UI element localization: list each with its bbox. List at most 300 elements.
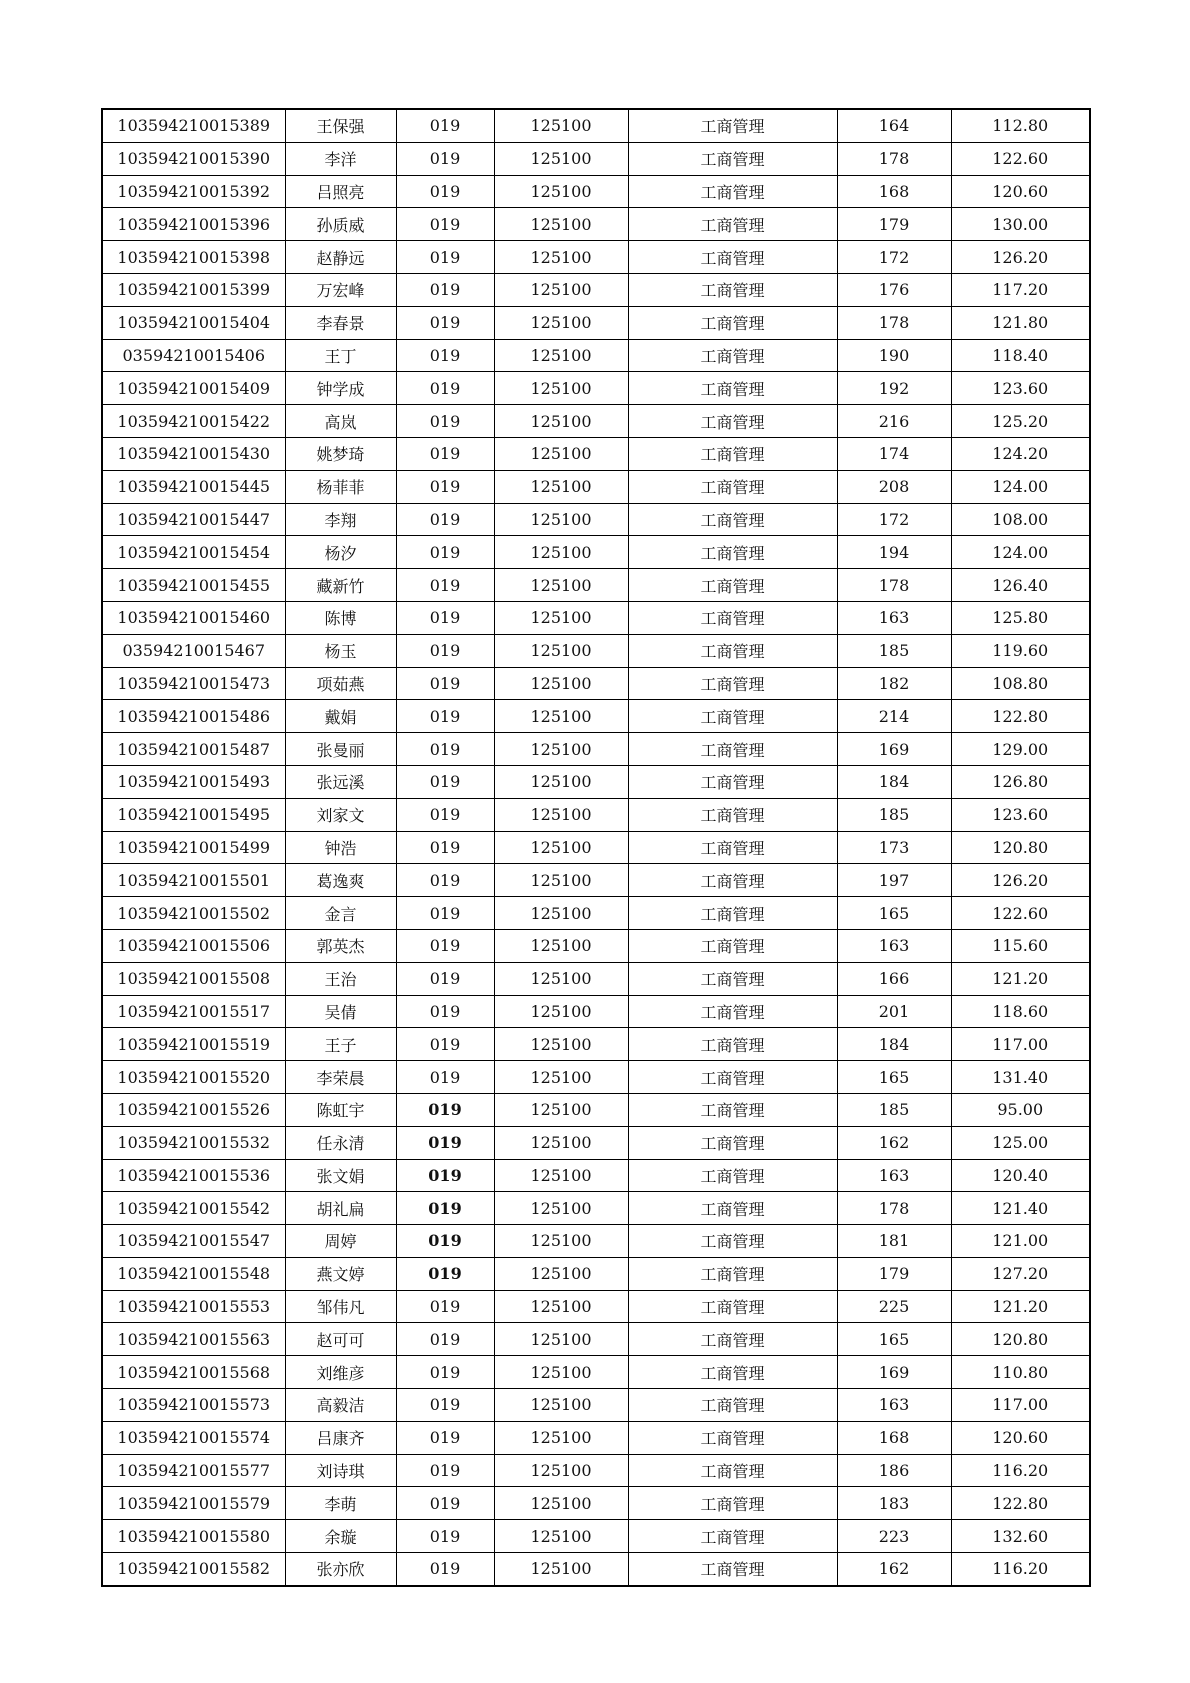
cell-exam-id: 103594210015536 <box>102 1159 285 1192</box>
cell-score-total: 163 <box>837 1159 951 1192</box>
cell-unit-code: 019 <box>396 1225 494 1258</box>
cell-exam-id: 103594210015487 <box>102 733 285 766</box>
cell-major-name: 工商管理 <box>628 798 837 831</box>
cell-score-second: 121.80 <box>951 306 1090 339</box>
cell-score-total: 165 <box>837 1323 951 1356</box>
cell-exam-id: 103594210015495 <box>102 798 285 831</box>
cell-score-total: 169 <box>837 1356 951 1389</box>
cell-major-name: 工商管理 <box>628 1225 837 1258</box>
cell-score-second: 126.20 <box>951 241 1090 274</box>
cell-name: 吴倩 <box>285 995 396 1028</box>
cell-unit-code: 019 <box>396 1421 494 1454</box>
cell-major-name: 工商管理 <box>628 1290 837 1323</box>
cell-unit-code: 019 <box>396 1028 494 1061</box>
cell-major-code: 125100 <box>494 634 628 667</box>
cell-score-second: 124.20 <box>951 437 1090 470</box>
cell-unit-code: 019 <box>396 1553 494 1586</box>
cell-name: 任永清 <box>285 1126 396 1159</box>
cell-score-second: 125.80 <box>951 601 1090 634</box>
cell-score-second: 122.80 <box>951 700 1090 733</box>
cell-major-code: 125100 <box>494 1421 628 1454</box>
cell-exam-id: 103594210015390 <box>102 142 285 175</box>
table-row <box>102 273 1090 306</box>
cell-major-name: 工商管理 <box>628 405 837 438</box>
cell-exam-id: 103594210015542 <box>102 1192 285 1225</box>
cell-score-second: 116.20 <box>951 1454 1090 1487</box>
cell-major-name: 工商管理 <box>628 667 837 700</box>
cell-unit-code: 019 <box>396 1323 494 1356</box>
cell-exam-id: 103594210015409 <box>102 372 285 405</box>
cell-unit-code: 019 <box>396 1126 494 1159</box>
cell-score-second: 120.80 <box>951 831 1090 864</box>
cell-score-second: 126.80 <box>951 765 1090 798</box>
cell-name: 李春景 <box>285 306 396 339</box>
cell-score-total: 216 <box>837 405 951 438</box>
cell-major-name: 工商管理 <box>628 372 837 405</box>
cell-major-code: 125100 <box>494 1520 628 1553</box>
cell-major-code: 125100 <box>494 1028 628 1061</box>
cell-score-total: 184 <box>837 765 951 798</box>
cell-name: 张文娟 <box>285 1159 396 1192</box>
cell-unit-code: 019 <box>396 175 494 208</box>
cell-exam-id: 103594210015389 <box>102 109 285 142</box>
cell-exam-id: 103594210015517 <box>102 995 285 1028</box>
cell-unit-code: 019 <box>396 733 494 766</box>
cell-name: 项茹燕 <box>285 667 396 700</box>
cell-major-name: 工商管理 <box>628 1061 837 1094</box>
cell-major-name: 工商管理 <box>628 1323 837 1356</box>
cell-major-code: 125100 <box>494 1126 628 1159</box>
cell-major-code: 125100 <box>494 405 628 438</box>
cell-score-total: 169 <box>837 733 951 766</box>
cell-name: 李洋 <box>285 142 396 175</box>
cell-exam-id: 103594210015396 <box>102 208 285 241</box>
table-row <box>102 962 1090 995</box>
cell-score-second: 126.20 <box>951 864 1090 897</box>
cell-major-code: 125100 <box>494 1192 628 1225</box>
cell-exam-id: 103594210015404 <box>102 306 285 339</box>
cell-exam-id: 103594210015508 <box>102 962 285 995</box>
cell-major-name: 工商管理 <box>628 765 837 798</box>
cell-exam-id: 103594210015445 <box>102 470 285 503</box>
cell-score-total: 181 <box>837 1225 951 1258</box>
cell-name: 李翔 <box>285 503 396 536</box>
cell-score-second: 122.60 <box>951 142 1090 175</box>
cell-exam-id: 03594210015406 <box>102 339 285 372</box>
table-row <box>102 1356 1090 1389</box>
cell-name: 王治 <box>285 962 396 995</box>
cell-name: 胡礼扁 <box>285 1192 396 1225</box>
cell-major-code: 125100 <box>494 897 628 930</box>
cell-major-name: 工商管理 <box>628 208 837 241</box>
cell-major-code: 125100 <box>494 339 628 372</box>
cell-major-name: 工商管理 <box>628 1159 837 1192</box>
cell-exam-id: 03594210015467 <box>102 634 285 667</box>
cell-unit-code: 019 <box>396 1159 494 1192</box>
table-row <box>102 1028 1090 1061</box>
cell-exam-id: 103594210015398 <box>102 241 285 274</box>
table-row <box>102 372 1090 405</box>
cell-name: 邹伟凡 <box>285 1290 396 1323</box>
cell-major-name: 工商管理 <box>628 634 837 667</box>
cell-exam-id: 103594210015520 <box>102 1061 285 1094</box>
cell-unit-code: 019 <box>396 536 494 569</box>
cell-score-total: 163 <box>837 929 951 962</box>
cell-major-code: 125100 <box>494 142 628 175</box>
cell-major-code: 125100 <box>494 241 628 274</box>
cell-name: 杨玉 <box>285 634 396 667</box>
cell-major-code: 125100 <box>494 765 628 798</box>
cell-score-second: 131.40 <box>951 1061 1090 1094</box>
cell-unit-code: 019 <box>396 831 494 864</box>
table-row <box>102 470 1090 503</box>
cell-exam-id: 103594210015454 <box>102 536 285 569</box>
cell-unit-code: 019 <box>396 470 494 503</box>
cell-name: 刘家文 <box>285 798 396 831</box>
cell-score-second: 123.60 <box>951 798 1090 831</box>
cell-major-code: 125100 <box>494 372 628 405</box>
cell-major-name: 工商管理 <box>628 470 837 503</box>
cell-major-name: 工商管理 <box>628 700 837 733</box>
cell-major-name: 工商管理 <box>628 1126 837 1159</box>
cell-score-total: 201 <box>837 995 951 1028</box>
table-row <box>102 700 1090 733</box>
cell-score-total: 173 <box>837 831 951 864</box>
table-row <box>102 733 1090 766</box>
cell-score-total: 186 <box>837 1454 951 1487</box>
cell-score-total: 214 <box>837 700 951 733</box>
table-row <box>102 1454 1090 1487</box>
cell-major-code: 125100 <box>494 667 628 700</box>
cell-score-second: 110.80 <box>951 1356 1090 1389</box>
table-row <box>102 1487 1090 1520</box>
cell-name: 王丁 <box>285 339 396 372</box>
cell-unit-code: 019 <box>396 1061 494 1094</box>
cell-major-code: 125100 <box>494 601 628 634</box>
cell-score-second: 122.80 <box>951 1487 1090 1520</box>
cell-exam-id: 103594210015574 <box>102 1421 285 1454</box>
cell-exam-id: 103594210015568 <box>102 1356 285 1389</box>
cell-unit-code: 019 <box>396 241 494 274</box>
cell-name: 李萌 <box>285 1487 396 1520</box>
cell-name: 燕文婷 <box>285 1257 396 1290</box>
table-row <box>102 109 1090 142</box>
table-row <box>102 339 1090 372</box>
cell-major-code: 125100 <box>494 1290 628 1323</box>
cell-unit-code: 019 <box>396 962 494 995</box>
cell-score-total: 162 <box>837 1126 951 1159</box>
cell-score-second: 118.60 <box>951 995 1090 1028</box>
cell-score-total: 163 <box>837 601 951 634</box>
cell-name: 陈虹宇 <box>285 1093 396 1126</box>
cell-unit-code: 019 <box>396 306 494 339</box>
cell-score-total: 208 <box>837 470 951 503</box>
cell-unit-code: 019 <box>396 765 494 798</box>
score-table <box>101 108 1091 1587</box>
cell-exam-id: 103594210015455 <box>102 569 285 602</box>
cell-score-total: 163 <box>837 1389 951 1422</box>
table-row <box>102 1192 1090 1225</box>
cell-score-total: 194 <box>837 536 951 569</box>
cell-name: 吕照亮 <box>285 175 396 208</box>
cell-exam-id: 103594210015526 <box>102 1093 285 1126</box>
cell-score-second: 95.00 <box>951 1093 1090 1126</box>
cell-major-code: 125100 <box>494 1553 628 1586</box>
table-row <box>102 667 1090 700</box>
cell-exam-id: 103594210015499 <box>102 831 285 864</box>
cell-major-name: 工商管理 <box>628 1356 837 1389</box>
cell-exam-id: 103594210015460 <box>102 601 285 634</box>
cell-major-code: 125100 <box>494 1159 628 1192</box>
cell-exam-id: 103594210015399 <box>102 273 285 306</box>
cell-exam-id: 103594210015493 <box>102 765 285 798</box>
cell-name: 张亦欣 <box>285 1553 396 1586</box>
cell-major-name: 工商管理 <box>628 601 837 634</box>
cell-unit-code: 019 <box>396 1487 494 1520</box>
cell-major-name: 工商管理 <box>628 962 837 995</box>
cell-score-second: 126.40 <box>951 569 1090 602</box>
cell-unit-code: 019 <box>396 208 494 241</box>
cell-major-code: 125100 <box>494 569 628 602</box>
cell-score-second: 121.40 <box>951 1192 1090 1225</box>
cell-score-second: 117.00 <box>951 1389 1090 1422</box>
cell-name: 姚梦琦 <box>285 437 396 470</box>
cell-major-code: 125100 <box>494 1257 628 1290</box>
cell-score-total: 185 <box>837 634 951 667</box>
cell-major-code: 125100 <box>494 929 628 962</box>
cell-score-total: 185 <box>837 1093 951 1126</box>
cell-major-name: 工商管理 <box>628 864 837 897</box>
cell-exam-id: 103594210015519 <box>102 1028 285 1061</box>
cell-major-code: 125100 <box>494 831 628 864</box>
cell-score-second: 122.60 <box>951 897 1090 930</box>
table-row <box>102 864 1090 897</box>
cell-score-total: 225 <box>837 1290 951 1323</box>
cell-name: 陈博 <box>285 601 396 634</box>
cell-major-name: 工商管理 <box>628 1192 837 1225</box>
cell-major-code: 125100 <box>494 995 628 1028</box>
cell-major-name: 工商管理 <box>628 241 837 274</box>
cell-unit-code: 019 <box>396 601 494 634</box>
cell-major-name: 工商管理 <box>628 1553 837 1586</box>
cell-exam-id: 103594210015422 <box>102 405 285 438</box>
cell-score-total: 178 <box>837 569 951 602</box>
table-row <box>102 306 1090 339</box>
cell-major-code: 125100 <box>494 1389 628 1422</box>
table-row <box>102 765 1090 798</box>
cell-major-name: 工商管理 <box>628 437 837 470</box>
cell-major-code: 125100 <box>494 864 628 897</box>
table-row <box>102 503 1090 536</box>
table-row <box>102 1126 1090 1159</box>
cell-unit-code: 019 <box>396 1520 494 1553</box>
cell-unit-code: 019 <box>396 1192 494 1225</box>
cell-name: 余璇 <box>285 1520 396 1553</box>
cell-name: 高岚 <box>285 405 396 438</box>
cell-exam-id: 103594210015580 <box>102 1520 285 1553</box>
cell-name: 戴娟 <box>285 700 396 733</box>
cell-major-name: 工商管理 <box>628 1454 837 1487</box>
cell-major-code: 125100 <box>494 700 628 733</box>
cell-major-name: 工商管理 <box>628 1520 837 1553</box>
cell-exam-id: 103594210015563 <box>102 1323 285 1356</box>
cell-score-total: 179 <box>837 1257 951 1290</box>
cell-score-total: 176 <box>837 273 951 306</box>
cell-name: 赵可可 <box>285 1323 396 1356</box>
table-row <box>102 1257 1090 1290</box>
table-row <box>102 929 1090 962</box>
cell-exam-id: 103594210015553 <box>102 1290 285 1323</box>
cell-major-code: 125100 <box>494 208 628 241</box>
table-row <box>102 798 1090 831</box>
table-row <box>102 208 1090 241</box>
cell-score-total: 178 <box>837 142 951 175</box>
cell-score-total: 178 <box>837 1192 951 1225</box>
cell-score-total: 172 <box>837 503 951 536</box>
cell-major-code: 125100 <box>494 1487 628 1520</box>
cell-exam-id: 103594210015579 <box>102 1487 285 1520</box>
cell-exam-id: 103594210015501 <box>102 864 285 897</box>
table-row <box>102 142 1090 175</box>
cell-unit-code: 019 <box>396 1093 494 1126</box>
cell-major-code: 125100 <box>494 273 628 306</box>
cell-score-second: 127.20 <box>951 1257 1090 1290</box>
table-row <box>102 1061 1090 1094</box>
table-row <box>102 536 1090 569</box>
table-row <box>102 405 1090 438</box>
cell-major-code: 125100 <box>494 1356 628 1389</box>
cell-name: 万宏峰 <box>285 273 396 306</box>
table-row <box>102 437 1090 470</box>
cell-exam-id: 103594210015502 <box>102 897 285 930</box>
cell-name: 王保强 <box>285 109 396 142</box>
cell-name: 钟浩 <box>285 831 396 864</box>
cell-score-second: 130.00 <box>951 208 1090 241</box>
cell-major-code: 125100 <box>494 733 628 766</box>
cell-unit-code: 019 <box>396 503 494 536</box>
cell-score-total: 185 <box>837 798 951 831</box>
cell-major-code: 125100 <box>494 1323 628 1356</box>
table-row <box>102 831 1090 864</box>
cell-score-total: 174 <box>837 437 951 470</box>
cell-major-code: 125100 <box>494 1061 628 1094</box>
cell-major-code: 125100 <box>494 962 628 995</box>
table-row <box>102 1389 1090 1422</box>
cell-major-code: 125100 <box>494 306 628 339</box>
cell-exam-id: 103594210015548 <box>102 1257 285 1290</box>
cell-score-total: 178 <box>837 306 951 339</box>
cell-name: 赵静远 <box>285 241 396 274</box>
cell-major-name: 工商管理 <box>628 142 837 175</box>
cell-major-name: 工商管理 <box>628 569 837 602</box>
cell-unit-code: 019 <box>396 405 494 438</box>
cell-score-second: 120.80 <box>951 1323 1090 1356</box>
cell-score-total: 184 <box>837 1028 951 1061</box>
cell-unit-code: 019 <box>396 1257 494 1290</box>
cell-score-second: 115.60 <box>951 929 1090 962</box>
table-row <box>102 1159 1090 1192</box>
cell-score-total: 168 <box>837 175 951 208</box>
cell-exam-id: 103594210015506 <box>102 929 285 962</box>
cell-name: 刘维彦 <box>285 1356 396 1389</box>
table-row <box>102 241 1090 274</box>
cell-score-total: 179 <box>837 208 951 241</box>
cell-name: 杨汐 <box>285 536 396 569</box>
cell-major-code: 125100 <box>494 437 628 470</box>
table-row <box>102 634 1090 667</box>
cell-score-total: 182 <box>837 667 951 700</box>
cell-score-total: 168 <box>837 1421 951 1454</box>
cell-major-code: 125100 <box>494 1225 628 1258</box>
cell-score-second: 120.40 <box>951 1159 1090 1192</box>
cell-major-code: 125100 <box>494 503 628 536</box>
cell-score-second: 125.20 <box>951 405 1090 438</box>
cell-score-second: 121.20 <box>951 1290 1090 1323</box>
cell-score-second: 119.60 <box>951 634 1090 667</box>
cell-score-second: 132.60 <box>951 1520 1090 1553</box>
cell-score-second: 120.60 <box>951 1421 1090 1454</box>
cell-unit-code: 019 <box>396 339 494 372</box>
cell-score-second: 117.20 <box>951 273 1090 306</box>
cell-exam-id: 103594210015582 <box>102 1553 285 1586</box>
cell-unit-code: 019 <box>396 667 494 700</box>
cell-major-name: 工商管理 <box>628 1028 837 1061</box>
table-body <box>102 109 1090 1586</box>
cell-major-code: 125100 <box>494 536 628 569</box>
cell-score-total: 192 <box>837 372 951 405</box>
cell-major-name: 工商管理 <box>628 306 837 339</box>
cell-major-name: 工商管理 <box>628 1487 837 1520</box>
cell-unit-code: 019 <box>396 929 494 962</box>
cell-major-code: 125100 <box>494 109 628 142</box>
cell-major-name: 工商管理 <box>628 109 837 142</box>
cell-major-code: 125100 <box>494 470 628 503</box>
cell-name: 王子 <box>285 1028 396 1061</box>
table-row <box>102 1225 1090 1258</box>
cell-score-second: 118.40 <box>951 339 1090 372</box>
cell-exam-id: 103594210015577 <box>102 1454 285 1487</box>
cell-score-second: 124.00 <box>951 470 1090 503</box>
table-row <box>102 1093 1090 1126</box>
cell-score-total: 223 <box>837 1520 951 1553</box>
cell-score-second: 108.00 <box>951 503 1090 536</box>
cell-major-code: 125100 <box>494 798 628 831</box>
table-row <box>102 1290 1090 1323</box>
cell-exam-id: 103594210015447 <box>102 503 285 536</box>
cell-major-name: 工商管理 <box>628 929 837 962</box>
cell-unit-code: 019 <box>396 1290 494 1323</box>
cell-major-name: 工商管理 <box>628 175 837 208</box>
cell-name: 葛逸爽 <box>285 864 396 897</box>
cell-score-total: 162 <box>837 1553 951 1586</box>
cell-name: 藏新竹 <box>285 569 396 602</box>
cell-major-name: 工商管理 <box>628 733 837 766</box>
cell-unit-code: 019 <box>396 142 494 175</box>
cell-score-second: 120.60 <box>951 175 1090 208</box>
cell-unit-code: 019 <box>396 437 494 470</box>
cell-unit-code: 019 <box>396 897 494 930</box>
table-row <box>102 897 1090 930</box>
table-row <box>102 995 1090 1028</box>
cell-unit-code: 019 <box>396 798 494 831</box>
cell-unit-code: 019 <box>396 273 494 306</box>
cell-major-name: 工商管理 <box>628 339 837 372</box>
cell-unit-code: 019 <box>396 372 494 405</box>
cell-name: 张远溪 <box>285 765 396 798</box>
cell-score-second: 123.60 <box>951 372 1090 405</box>
cell-major-name: 工商管理 <box>628 503 837 536</box>
cell-score-second: 108.80 <box>951 667 1090 700</box>
